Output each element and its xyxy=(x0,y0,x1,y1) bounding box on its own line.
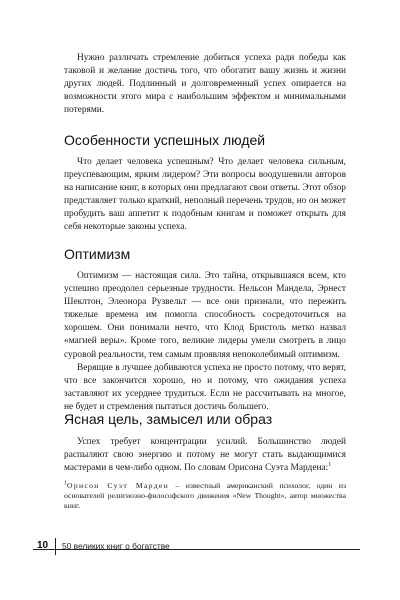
footer-separator xyxy=(55,538,56,555)
paragraph: Оптимизм — настоящая сила. Это тайна, открывшаяся всем, кто успешно преодолел серьезные трудности. Нельсон Мандела, Эрнест Шеклтон, Элеонора Рузвельт — все они признали, что пережить тяжелые времена им помогла способность сосредоточиться на хорошем. Они понимали нечто, что Клод Бристоль метко назвал «магией веры». Кроме того, великие лидеры умели смотреть в лицо суровой реальности, тем самым проявляя непоколебимый оптимизм. xyxy=(64,271,346,360)
paragraph-text: Успех требует концентрации усилий. Большинство людей распыляют свою энергию и потому не могут стать выдающимися мастерами в чем-либо одном. По словам Орисона Суэта Марденa: xyxy=(64,437,346,474)
section-optimism xyxy=(64,270,346,414)
footnote-name: Орисон Суэт Марден xyxy=(67,481,170,490)
section-heading-successful-people: Особенности успешных людей xyxy=(64,132,266,148)
paragraph: Верящие в лучшее добиваются успеха не просто потому, что верят, что все закончится хорошо, но и потому, что ожидания успеха заставляют их усерднее трудиться. Если не рассчитывать на многое, не будет и стремления пытаться достичь большего. xyxy=(64,362,346,412)
footnote-marker: 1 xyxy=(64,480,67,487)
running-title: 50 великих книг о богатстве xyxy=(62,541,170,551)
paragraph: Что делает человека успешным? Что делает человека сильным, преуспевающим, ярким лидером? Эти вопросы воодушевили авторов на написание книг, в которых они предлагают свои ответы. Этот обзор представляет только краткий, неполный перечень трудов, но он может пробудить ваш аппетит к подобным книгам и поможет открыть для себя некоторые законы успеха. xyxy=(64,157,346,233)
section-successful-people xyxy=(64,156,346,235)
page-number: 10 xyxy=(37,540,49,551)
section-clear-goal xyxy=(64,436,346,475)
intro-paragraph: Нужно различать стремление добиться успеха ради победы как таковой и желание достичь того, что обогатит вашу жизнь и жизни других людей. Подлинный и долговременный успех опирается на возможности этого мира с наибольшим эффектом и минимальными потерями. xyxy=(64,53,346,116)
intro-block xyxy=(64,52,346,117)
footnote xyxy=(64,481,346,512)
section-heading-clear-goal: Ясная цель, замысел или образ xyxy=(64,411,273,427)
footnote-text: – известный американский психолог, один из основателей религиозно-философского движения «New Thought», автор множества книг. xyxy=(64,481,346,511)
section-heading-optimism: Оптимизм xyxy=(64,246,131,262)
footnote-reference: 1 xyxy=(328,462,332,469)
paragraph xyxy=(64,436,346,475)
